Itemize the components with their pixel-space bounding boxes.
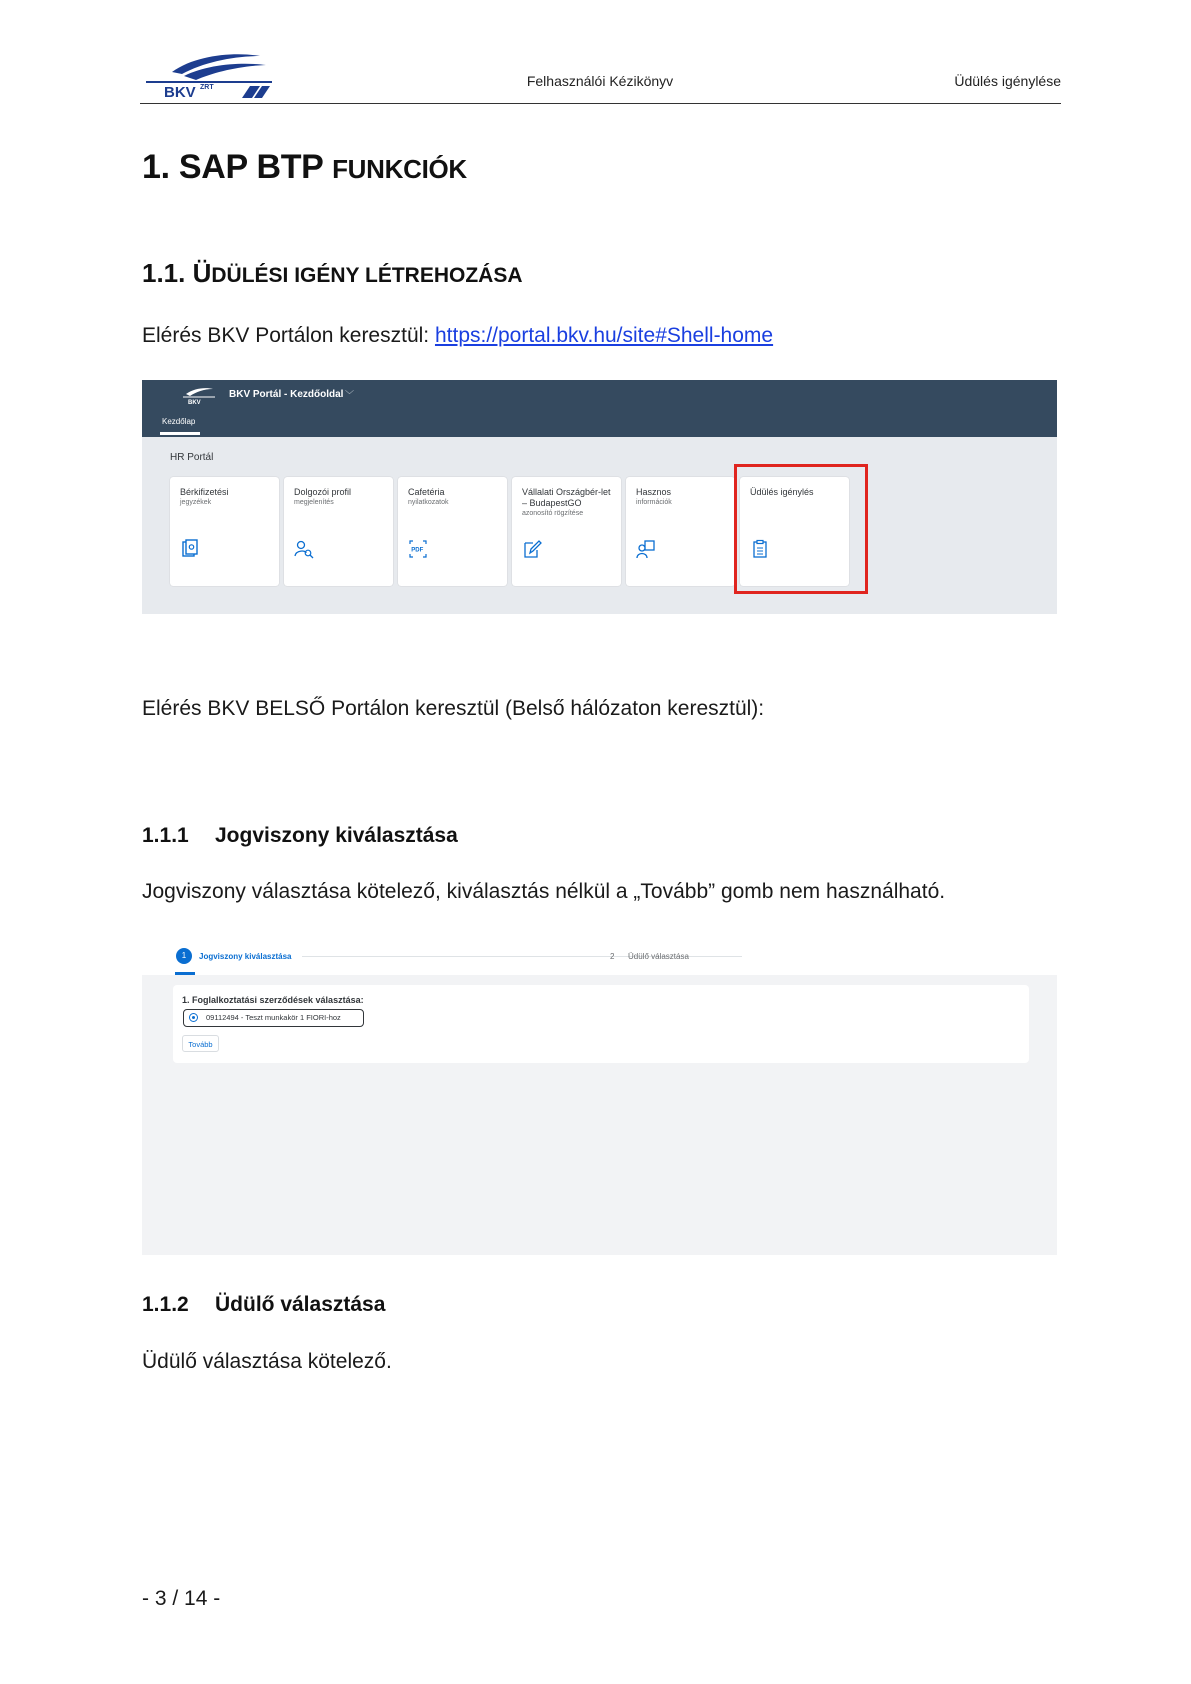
tile-title: Bérkifizetési <box>180 487 229 497</box>
tile-title: Vállalati Országbér-let – BudapestGO <box>522 487 611 508</box>
wizard-screenshot <box>142 935 1057 1255</box>
resort-paragraph: Üdülő választása kötelező. <box>142 1350 392 1373</box>
section-heading <box>142 258 523 289</box>
step-2-indicator[interactable]: 2 <box>610 952 615 961</box>
shell-title[interactable]: BKV Portál - Kezdőoldal <box>229 389 344 400</box>
section-heading-main: 1.1. Ü <box>142 258 212 288</box>
tile-pass-budapestgo[interactable] <box>512 477 621 586</box>
pdf-icon <box>408 539 428 559</box>
tile-payslips[interactable] <box>170 477 279 586</box>
user-search-icon <box>294 539 314 559</box>
radio-selected-icon[interactable] <box>189 1013 198 1022</box>
chapter-heading-rest: FUNKCIÓK <box>332 154 467 184</box>
step-1-label[interactable]: Jogviszony kiválasztása <box>199 952 292 961</box>
portal-link[interactable]: https://portal.bkv.hu/site#Shell-home <box>434 324 774 347</box>
tile-cafeteria[interactable] <box>398 477 507 586</box>
step-2-label[interactable]: Üdülő választása <box>628 952 689 961</box>
tile-title: Dolgozói profil <box>294 487 352 497</box>
active-step-indicator <box>175 972 195 975</box>
subsection-title: Üdülő választása <box>215 1293 386 1316</box>
svg-text:ZRT: ZRT <box>200 84 214 91</box>
relationship-paragraph: Jogviszony választása kötelező, kiválasztás nélkül a „Tovább” gomb nem használható. <box>142 880 946 903</box>
tab-home[interactable]: Kezdőlap <box>162 417 196 426</box>
bkv-logo <box>142 52 276 100</box>
step-1-indicator[interactable]: 1 <box>176 948 192 964</box>
portal-screenshot <box>142 380 1057 614</box>
people-icon <box>636 539 656 559</box>
portal-logo-icon <box>182 387 216 405</box>
tile-title: Cafetéria <box>408 487 445 497</box>
page-number: - 3 / 14 - <box>142 1587 221 1610</box>
tile-subtitle: jegyzékek <box>180 499 212 506</box>
tile-employee-profile[interactable] <box>284 477 393 586</box>
tile-title: Üdülés igénylés <box>750 487 814 497</box>
contract-option-label: 09112494 - Teszt munkakör 1 FIORI-hoz <box>206 1013 341 1022</box>
svg-text:BKV: BKV <box>188 400 201 405</box>
subsection-title: Jogviszony kiválasztása <box>215 824 458 847</box>
header-section: Üdülés igénylése <box>954 73 1061 89</box>
panel-title: 1. Foglalkoztatási szerződések választása: <box>182 995 364 1005</box>
chevron-down-icon[interactable]: ﹀ <box>345 390 355 400</box>
contract-option[interactable] <box>183 1009 364 1027</box>
svg-text:BKV: BKV <box>164 84 196 100</box>
edit-icon <box>522 539 542 559</box>
header-divider <box>140 103 1061 104</box>
header-title: Felhasználói Kézikönyv <box>526 73 674 89</box>
access-internal-paragraph: Elérés BKV BELSŐ Portálon keresztül (Belső hálózaton keresztül): <box>142 697 765 720</box>
svg-text:PDF: PDF <box>411 547 424 554</box>
access-portal-text: Elérés BKV Portálon keresztül: <box>142 324 435 347</box>
tile-group-title: HR Portál <box>170 452 214 463</box>
contract-selection-panel <box>173 985 1029 1063</box>
subsection-heading-1-1-1 <box>142 824 458 848</box>
tile-title: Hasznos <box>636 487 672 497</box>
subsection-number: 1.1.2 <box>142 1293 189 1316</box>
tile-subtitle: információk <box>636 499 672 506</box>
section-heading-rest: DÜLÉSI IGÉNY LÉTREHOZÁSA <box>211 264 523 287</box>
tile-useful-info[interactable] <box>626 477 735 586</box>
access-portal-paragraph <box>142 324 773 348</box>
tab-home-indicator <box>160 432 200 435</box>
subsection-number: 1.1.1 <box>142 824 189 847</box>
tile-subtitle: nyilatkozatok <box>408 499 449 506</box>
highlight-box <box>734 464 868 594</box>
next-button[interactable]: Tovább <box>182 1035 219 1052</box>
payslip-icon <box>180 539 200 559</box>
chapter-heading-main: 1. SAP BTP <box>142 148 323 186</box>
tile-subtitle: megjelenítés <box>294 499 334 506</box>
tile-subtitle: azonosító rögzítése <box>522 510 584 517</box>
chapter-heading <box>142 148 467 187</box>
subsection-heading-1-1-2 <box>142 1293 385 1317</box>
